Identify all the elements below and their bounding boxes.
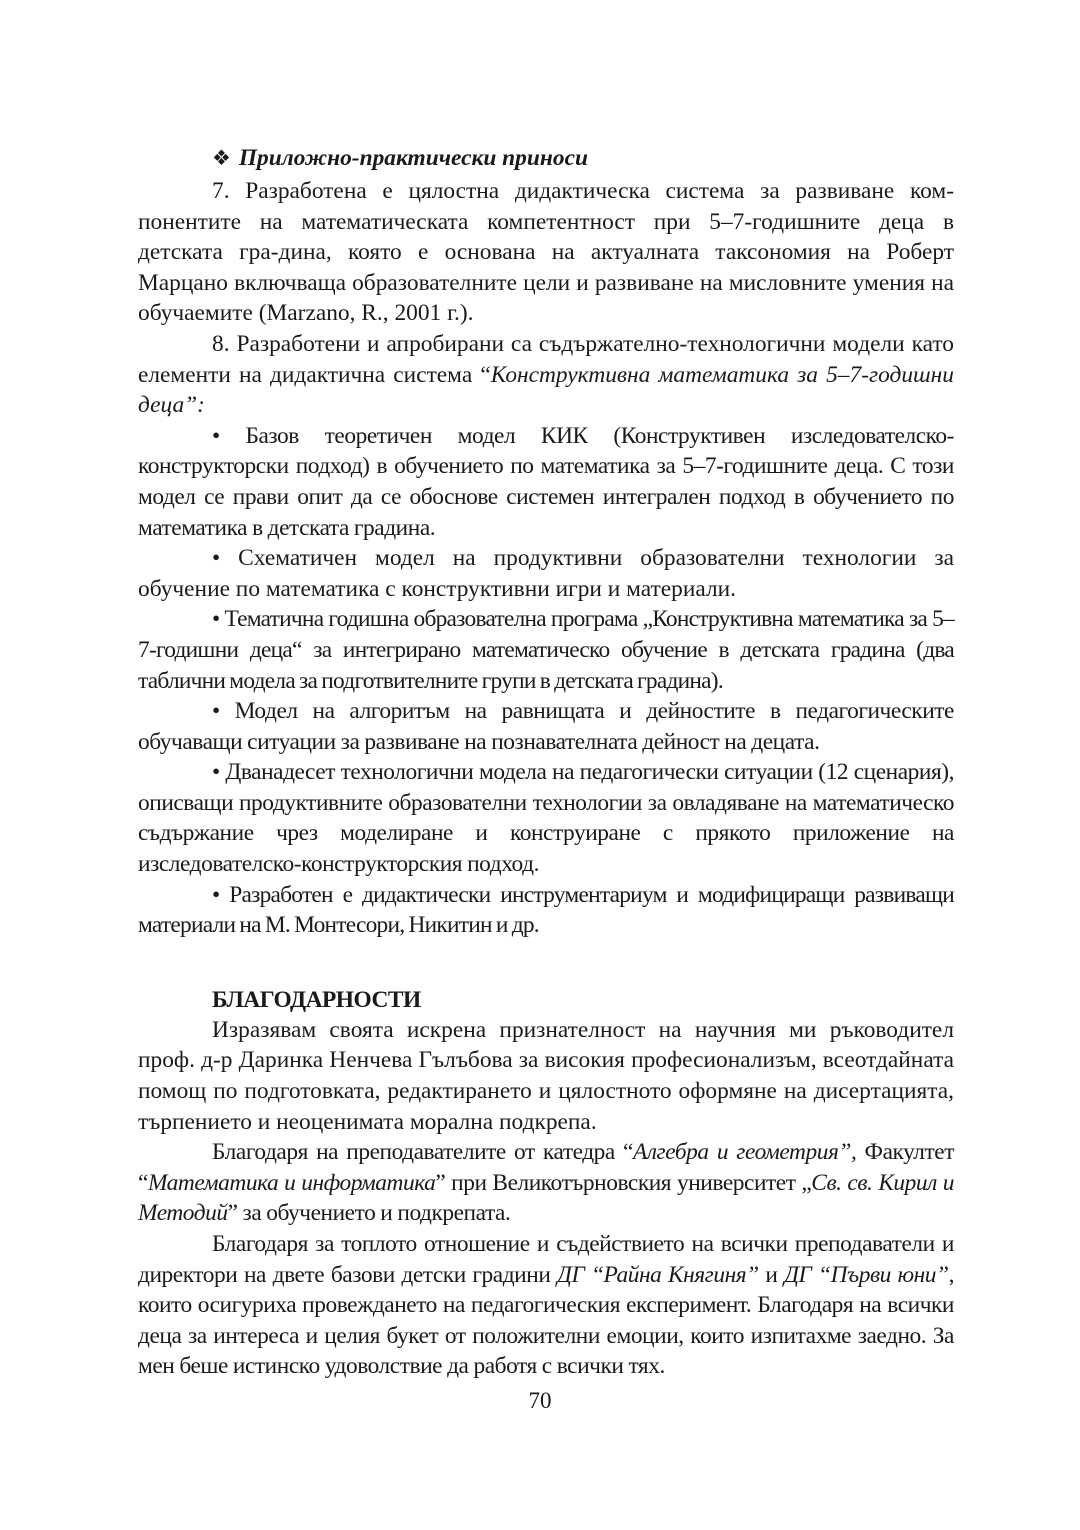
text-segment: ” при Великотърновския университет „ <box>435 1169 812 1196</box>
text-segment: Благодаря на преподавателите от катедра “ <box>212 1139 633 1166</box>
bullet-item: • Дванадесет технологични модела на педагогически ситуации (12 сценария), описващи продуктивните образователни технологии за овладяване на математическо съдържание чрез моделиране и конструиране с прякото приложение на изследователско-конструкторския подход. <box>138 759 954 878</box>
section-heading <box>212 142 954 174</box>
text-segment: и <box>758 1261 785 1288</box>
italic-text-segment: Алгебра и геометрия”, <box>632 1139 857 1166</box>
bullet-item: • Модел на алгоритъм на равнищата и дейностите в педагогическите обучаващи ситуации за развиване на познавателната дейност на децата. <box>138 698 954 755</box>
contribution-paragraph <box>138 176 954 329</box>
page-number: 70 <box>528 1388 552 1413</box>
bullet-item: • Базов теоретичен модел КИК (Конструктивен изследователско-конструкторски подход) в обучението по математика за 5–7-годишните деца. С този модел се прави опит да се обоснове системен интегрален подход в обучението по математика в детската градина. <box>138 422 954 541</box>
acknowledgements-paragraph <box>138 1229 954 1382</box>
italic-text-segment: Св. св. Кирил и Методий <box>138 1169 955 1227</box>
contribution-paragraph <box>138 329 954 421</box>
bullet-item: • Разработен е дидактически инструментариум и модифициращи развиващи материали на М. Монтесори, Никитин и др. <box>138 881 954 939</box>
section-title: Приложно-практически приноси <box>238 145 588 171</box>
text-segment: Благодаря за топлото отношение и съдействието на всички преподаватели и директори на двете базови детски градини <box>138 1231 954 1288</box>
acknowledgements-paragraph <box>138 1015 954 1137</box>
italic-text-segment: Математика и информатика <box>147 1169 436 1196</box>
bullet-item: • Тематична годишна образователна програма „Конструктивна математика за 5–7-годишни деца“ за интегрирано математическо обучение в детската градина (два таблични модела за подготвителните групи в детската градина). <box>138 606 954 694</box>
italic-text-segment: Конструктивна математика за 5–7-годишни деца”: <box>138 361 954 419</box>
italic-text-segment: ДГ “Райна Княгиня” <box>557 1261 759 1288</box>
acknowledgements-paragraph <box>138 1137 954 1229</box>
text-segment: 7. Разработена е цялостна дидактическа система за развиване компонентите на математическата компетентност при 5–7-годишните деца в детската гра-дина, която е основана на актуалната таксономия на Роберт Марцано включваща образователните цели и развиване на мисловните умения на обучаемите (Marzano, R., 2001 г.). <box>138 178 954 327</box>
page-body <box>138 142 954 1382</box>
text-segment: ” за обучението и подкрепата. <box>227 1200 511 1227</box>
italic-text-segment: ДГ “Първи юни” <box>784 1261 949 1288</box>
text-segment: Факултет “ <box>138 1139 955 1196</box>
diamond-bullet-icon: ❖ <box>212 146 231 170</box>
bullet-list <box>138 421 954 941</box>
text-segment: Изразявам своята искрена признателност на научния ми ръководител проф. д-р Даринка Ненчева Гълъбова за високия професионализъм, всеотдайната помощ по подготовката, редактирането и цялостното оформяне на дисертацията, търпението и неоценимата морална подкрепа. <box>138 1016 954 1135</box>
text-segment: , които осигуриха провеждането на педагогическия експеримент. Благодаря на всички деца за интереса и целия букет от положителни емоции, които изпитахме заедно. За мен беше истинско удоволствие да работя с всички тях. <box>138 1261 954 1380</box>
bullet-item: • Схематичен модел на продуктивни образователни технологии за обучение по математика с конструктивни игри и материали. <box>138 545 954 602</box>
acknowledgements-heading: БЛАГОДАРНОСТИ <box>212 986 421 1013</box>
text-segment: 8. Разработени и апробирани са съдържателно-технологични модели като елементи на дидактична система “ <box>138 330 954 388</box>
